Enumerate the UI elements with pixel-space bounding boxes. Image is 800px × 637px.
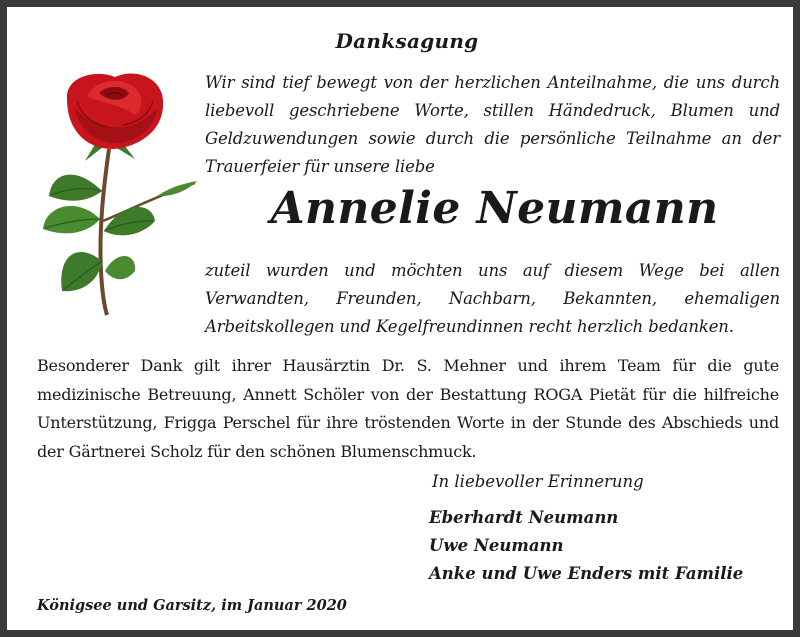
place-and-date: Königsee und Garsitz, im Januar 2020: [37, 597, 347, 614]
signer-name: Anke und Uwe Enders mit Familie: [429, 564, 744, 583]
thanks-paragraph: zuteil wurden und möchten uns auf diesem Wege bei allen Verwandten, Freunden, Nachbarn, Bekannten, ehemaligen Arbeitskollegen und Kegelfreundinnen recht herzlich bedanken.: [205, 261, 780, 336]
closing-line: In liebevoller Erinnerung: [432, 472, 644, 491]
special-thanks-paragraph: Besonderer Dank gilt ihrer Hausärztin Dr. S. Mehner und ihrem Team für die gute medizinische Betreuung, Annett Schöler von der Bestattung ROGA Pietät für die hilfreiche Unterstützung, Frigga Perschel für ihre tröstenden Worte in der Stunde des Abschieds und der Gärtnerei Scholz für den schönen Blumenschmuck.: [37, 356, 779, 461]
red-rose-icon: [37, 71, 207, 317]
intro-paragraph: Wir sind tief bewegt von der herzlichen Anteilnahme, die uns durch liebevoll geschriebene Worte, stillen Händedruck, Blumen und Geldzuwendungen sowie durch die persönliche Teilnahme an der Trauerfeier für unsere liebe: [205, 73, 780, 176]
signer-list: [429, 504, 743, 588]
notice-title: Danksagung: [335, 29, 479, 53]
signer-name: Eberhardt Neumann: [429, 508, 619, 527]
deceased-name: Annelie Neumann: [270, 183, 719, 234]
signer-name: Uwe Neumann: [429, 536, 564, 555]
